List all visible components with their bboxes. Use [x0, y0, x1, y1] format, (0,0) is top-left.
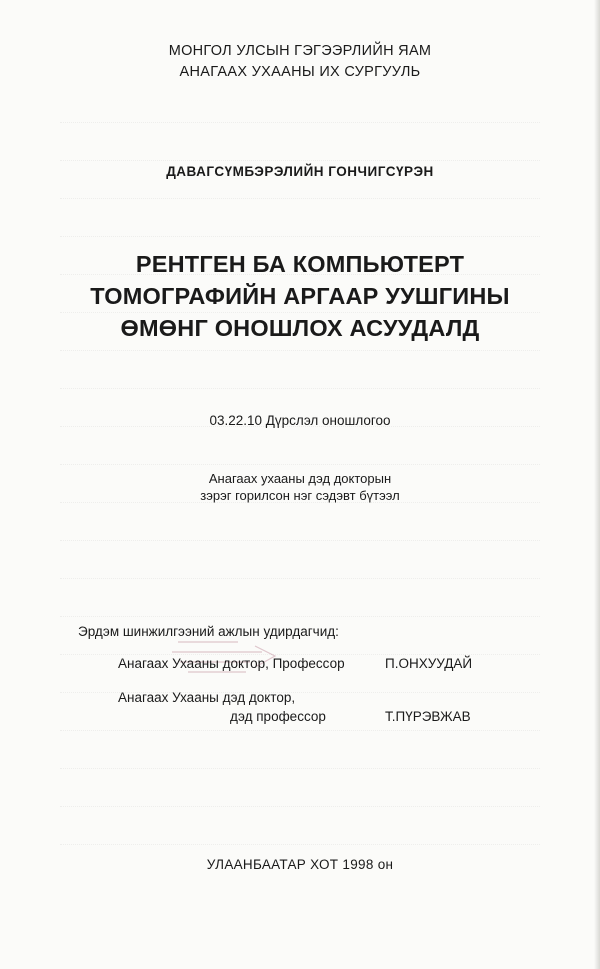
advisor-2-name: Т.ПҮРЭВЖАВ: [385, 709, 471, 724]
ministry-name: МОНГОЛ УЛСЫН ГЭГЭЭРЛИЙН ЯАМ: [168, 43, 432, 59]
advisor-1-name: П.ОНХУУДАЙ: [385, 656, 473, 671]
institution-header: [0, 41, 600, 83]
title-line-2: ТОМОГРАФИЙН АРГААР УУШГИНЫ: [90, 283, 510, 309]
city-year: УЛААНБААТАР ХОТ 1998 он: [206, 857, 394, 872]
advisors-heading: Эрдэм шинжилгээний ажлын удирдагчид:: [78, 624, 339, 639]
title-line-3: ӨМӨНГ ОНОШЛОХ АСУУДАЛД: [120, 315, 480, 341]
thesis-title: [0, 248, 600, 344]
specialty-code: 03.22.10 Дүрслэл оношлогоо: [209, 413, 391, 428]
author-name: ДАВАГСҮМБЭРЭЛИЙН ГОНЧИГСҮРЭН: [166, 164, 434, 179]
title-line-1: РЕНТГЕН БА КОМПЬЮТЕРТ: [135, 251, 465, 277]
advisor-1-title: Анагаах Ухааны доктор, Профессор: [118, 656, 345, 671]
degree-line-1: Анагаах ухааны дэд докторын: [208, 471, 392, 486]
degree-line-2: зэрэг горилсон нэг сэдэвт бүтээл: [200, 488, 400, 503]
advisor-2-title-line-1: Анагаах Ухааны дэд доктор,: [118, 690, 296, 705]
university-name: АНАГААХ УХААНЫ ИХ СУРГУУЛЬ: [179, 64, 421, 80]
degree-statement: [0, 470, 600, 504]
advisor-2-title-line-2: дэд профессор: [230, 709, 326, 724]
